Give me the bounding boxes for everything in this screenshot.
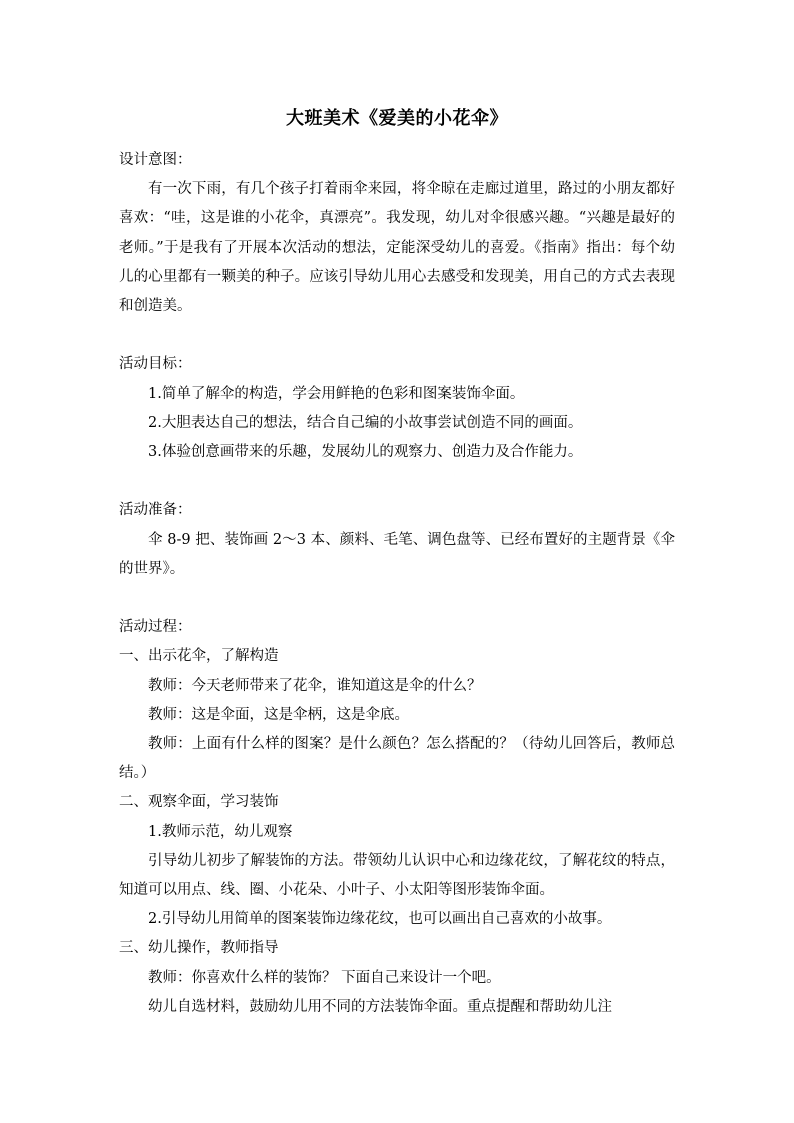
step1-line-1: 教师：今天老师带来了花伞，谁知道这是伞的什么？ (148, 677, 482, 694)
step3-heading: 三、幼儿操作，教师指导 (119, 940, 279, 957)
goal-item-1: 1.简单了解伞的构造，学会用鲜艳的色彩和图案装饰伞面。 (148, 385, 525, 402)
goals-heading: 活动目标： (119, 356, 192, 373)
step3-line-1: 教师：你喜欢什么样的装饰？ 下面自己来设计一个吧。 (148, 969, 501, 986)
step3-line-2: 幼儿自选材料，鼓励幼儿用不同的方法装饰伞面。重点提醒和帮助幼儿注 (148, 998, 612, 1015)
step2-sub-2: 2.引导幼儿用简单的图案装饰边缘花纹，也可以画出自己喜欢的小故事。 (148, 911, 612, 928)
document-title: 大班美术《爱美的小花伞》 (286, 108, 508, 129)
document-body (119, 146, 675, 1022)
step1-line-3: 教师：上面有什么样的图案？是什么颜色？怎么搭配的？（待幼儿回答后，教师总结。） (119, 736, 675, 782)
goal-item-2: 2.大胆表达自己的想法，结合自己编的小故事尝试创造不同的画面。 (148, 414, 583, 431)
goal-item-3: 3.体验创意画带来的乐趣，发展幼儿的观察力、创造力及合作能力。 (148, 444, 583, 461)
preparation-paragraph: 伞 8-9 把、装饰画 2～3 本、颜料、毛笔、调色盘等、已经布置好的主题背景《伞的世界》。 (119, 531, 675, 577)
spacer (119, 321, 675, 350)
process-heading: 活动过程： (119, 619, 192, 636)
step2-sub-1: 1.教师示范，幼儿观察 (148, 823, 293, 840)
step2-heading: 二、观察伞面，学习装饰 (119, 794, 279, 811)
spacer (119, 584, 675, 613)
step1-heading: 一、出示花伞，了解构造 (119, 648, 279, 665)
spacer (119, 467, 675, 496)
step2-paragraph: 引导幼儿初步了解装饰的方法。带领幼儿认识中心和边缘花纹，了解花纹的特点，知道可以用点、线、圈、小花朵、小叶子、小太阳等图形装饰伞面。 (119, 852, 675, 899)
step1-line-2: 教师：这是伞面，这是伞柄，这是伞底。 (148, 706, 409, 723)
design-intent-paragraph: 有一次下雨，有几个孩子打着雨伞来园，将伞晾在走廊过道里，路过的小朋友都好喜欢：“哇，这是谁的小花伞，真漂亮”。我发现，幼儿对伞很感兴趣。“兴趣是最好的老师。”于是我有了开展本次活动的想法，定能深受幼儿的喜爱。《指南》指出：每个幼儿的心里都有一颗美的种子。应该引导幼儿用心去感受和发现美，用自己的方式去表现和创造美。 (119, 181, 675, 315)
preparation-heading: 活动准备： (119, 502, 192, 519)
design-intent-heading: 设计意图： (119, 152, 192, 168)
